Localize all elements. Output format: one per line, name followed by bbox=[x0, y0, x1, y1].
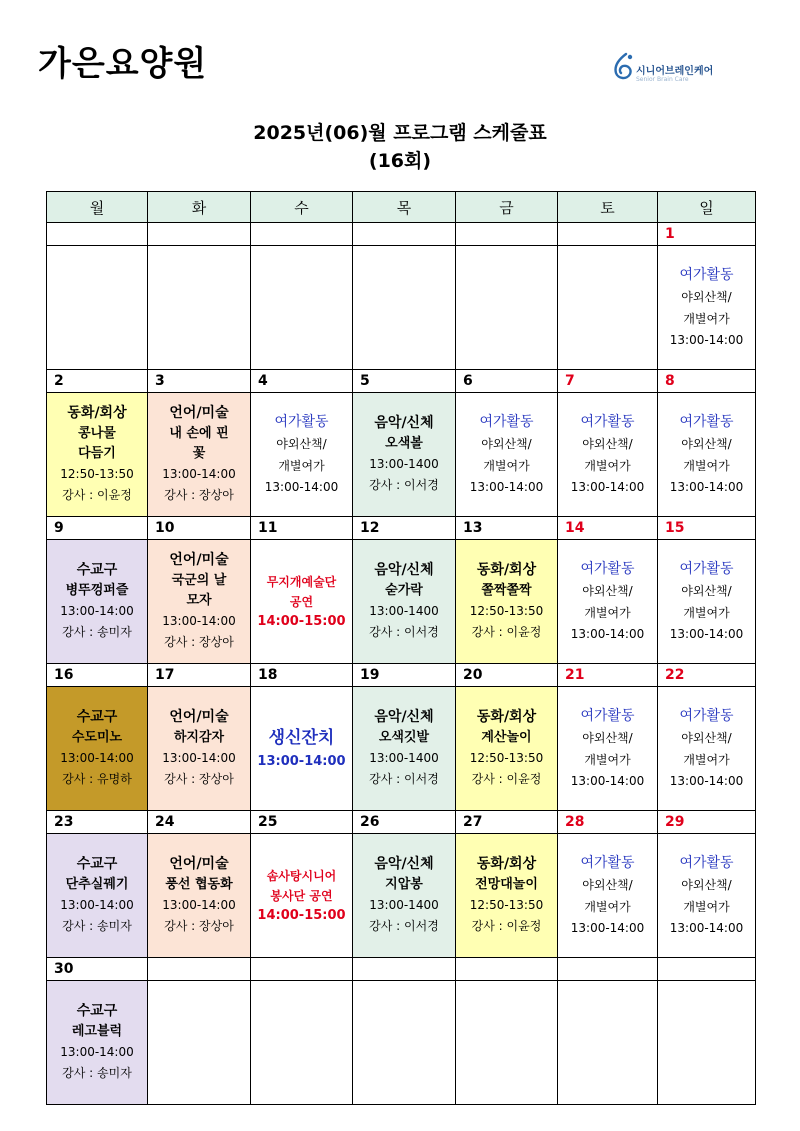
activity-category: 동화/회상 bbox=[476, 709, 537, 725]
activity-cell bbox=[558, 246, 658, 370]
activity-cell bbox=[353, 540, 456, 664]
activity-cell bbox=[456, 834, 558, 958]
date-number bbox=[658, 958, 756, 981]
activity-time: 13:00-14:00 bbox=[570, 774, 645, 788]
instructor: 강사 : 송미자 bbox=[62, 625, 132, 639]
activity-time: 13:00-14:00 bbox=[162, 467, 236, 481]
activity-title: 야외산책/ bbox=[276, 437, 327, 451]
date-number: 26 bbox=[353, 811, 456, 834]
activity-cell bbox=[251, 246, 353, 370]
activity-cell bbox=[658, 393, 756, 517]
activity-title: 야외산책/ bbox=[681, 731, 732, 745]
date-number bbox=[148, 223, 251, 246]
logo-subtext: Senior Brain Care bbox=[636, 76, 689, 83]
activity-category: 수교구 bbox=[76, 1003, 118, 1019]
activity-cell bbox=[456, 246, 558, 370]
instructor: 강사 : 이서경 bbox=[369, 625, 439, 639]
instructor: 강사 : 장상아 bbox=[164, 919, 234, 933]
session-count: (16회) bbox=[368, 150, 432, 172]
activity-category: 동화/회상 bbox=[476, 562, 537, 578]
instructor: 강사 : 송미자 bbox=[62, 1066, 132, 1080]
activity-title: 하지감자 bbox=[173, 730, 225, 745]
activity-title-line2: 개별여가 bbox=[278, 459, 325, 473]
weekday-header: 토 bbox=[558, 192, 658, 223]
date-number bbox=[558, 958, 658, 981]
schedule-title: 2025년(06)월 프로그램 스케줄표 bbox=[253, 122, 547, 144]
activity-cell bbox=[47, 246, 148, 370]
instructor: 강사 : 이윤정 bbox=[471, 919, 542, 933]
activity-title: 야외산책/ bbox=[681, 878, 732, 892]
activity-title: 야외산책/ bbox=[582, 437, 633, 451]
event-time: 14:00-15:00 bbox=[257, 907, 346, 923]
activity-cell bbox=[658, 981, 756, 1105]
date-number: 7 bbox=[558, 370, 658, 393]
activity-title: 레고블럭 bbox=[71, 1024, 123, 1039]
activity-category: 여가활동 bbox=[679, 855, 734, 871]
activity-time: 13:00-1400 bbox=[369, 457, 439, 471]
activity-time: 13:00-14:00 bbox=[570, 921, 645, 935]
activity-title: 오색깃발 bbox=[378, 730, 430, 745]
instructor: 강사 : 이윤정 bbox=[62, 488, 132, 502]
activity-cell bbox=[353, 687, 456, 811]
activity-category: 음악/신체 bbox=[374, 856, 434, 872]
activity-cell bbox=[148, 246, 251, 370]
activity-cell bbox=[47, 981, 148, 1105]
activity-cell bbox=[558, 834, 658, 958]
activity-title-line2: 개별여가 bbox=[683, 312, 730, 326]
activity-cell bbox=[658, 540, 756, 664]
activity-category: 여가활동 bbox=[580, 855, 635, 871]
activity-cell bbox=[148, 687, 251, 811]
activity-cell bbox=[558, 981, 658, 1105]
date-number bbox=[456, 958, 558, 981]
activity-category: 음악/신체 bbox=[374, 709, 434, 725]
date-number: 29 bbox=[658, 811, 756, 834]
activity-title: 계산놀이 bbox=[481, 730, 532, 745]
activity-category: 음악/신체 bbox=[374, 415, 434, 431]
date-number: 28 bbox=[558, 811, 658, 834]
activity-category: 수교구 bbox=[76, 562, 118, 578]
activity-category: 언어/미술 bbox=[169, 709, 229, 725]
activity-cell bbox=[658, 246, 756, 370]
date-number: 27 bbox=[456, 811, 558, 834]
activity-title: 콩나물 bbox=[78, 426, 116, 441]
activity-title: 숟가락 bbox=[385, 583, 423, 598]
activity-cell bbox=[148, 540, 251, 664]
activity-cell bbox=[558, 687, 658, 811]
activity-time: 13:00-14:00 bbox=[162, 898, 236, 912]
activity-time: 13:00-1400 bbox=[369, 604, 439, 618]
activity-cell bbox=[353, 981, 456, 1105]
activity-time: 13:00-14:00 bbox=[669, 627, 744, 641]
activity-title-line2: 개별여가 bbox=[483, 459, 530, 473]
activity-title: 단추실꿰기 bbox=[65, 877, 129, 892]
date-number bbox=[251, 223, 353, 246]
activity-title-line2: 개별여가 bbox=[683, 606, 730, 620]
activity-time: 12:50-13:50 bbox=[469, 604, 544, 618]
activity-title: 풍선 협동화 bbox=[165, 877, 233, 892]
weekday-header: 일 bbox=[658, 192, 756, 223]
instructor: 강사 : 유명하 bbox=[62, 772, 132, 786]
weekday-header: 화 bbox=[148, 192, 251, 223]
activity-category: 동화/회상 bbox=[476, 856, 537, 872]
date-number: 9 bbox=[47, 517, 148, 540]
weekday-header: 수 bbox=[251, 192, 353, 223]
instructor: 강사 : 장상아 bbox=[164, 635, 234, 649]
activity-title: 야외산책/ bbox=[582, 731, 633, 745]
activity-cell bbox=[251, 687, 353, 811]
activity-title: 쫄짝쫄짝 bbox=[481, 583, 532, 598]
event-time: 13:00-14:00 bbox=[257, 753, 346, 769]
activity-time: 12:50-13:50 bbox=[469, 898, 544, 912]
activity-time: 13:00-14:00 bbox=[264, 480, 339, 494]
activity-title-line2: 다듬기 bbox=[78, 446, 116, 461]
activity-time: 13:00-14:00 bbox=[669, 480, 744, 494]
event-title: 무지개예술단 bbox=[266, 574, 337, 589]
activity-title-line2: 꽃 bbox=[192, 446, 206, 461]
activity-row bbox=[47, 834, 756, 958]
activity-title: 지압봉 bbox=[385, 877, 423, 892]
activity-time: 13:00-14:00 bbox=[570, 480, 645, 494]
date-row bbox=[47, 664, 756, 687]
activity-cell bbox=[148, 981, 251, 1105]
date-number: 30 bbox=[47, 958, 148, 981]
date-number: 14 bbox=[558, 517, 658, 540]
activity-cell bbox=[47, 393, 148, 517]
event-title-line2: 공연 bbox=[289, 594, 314, 609]
activity-title: 야외산책/ bbox=[681, 437, 732, 451]
activity-title-line2: 개별여가 bbox=[683, 459, 730, 473]
activity-time: 13:00-1400 bbox=[369, 751, 439, 765]
activity-title: 수도미노 bbox=[71, 730, 123, 745]
activity-time: 13:00-14:00 bbox=[669, 333, 744, 347]
date-number: 3 bbox=[148, 370, 251, 393]
activity-cell bbox=[47, 687, 148, 811]
activity-cell bbox=[47, 540, 148, 664]
date-number: 6 bbox=[456, 370, 558, 393]
activity-title: 전망대놀이 bbox=[475, 877, 538, 892]
date-number: 2 bbox=[47, 370, 148, 393]
calendar-table bbox=[46, 191, 756, 1105]
activity-cell bbox=[456, 981, 558, 1105]
activity-title-line2: 모자 bbox=[186, 593, 212, 608]
date-number: 13 bbox=[456, 517, 558, 540]
activity-row bbox=[47, 540, 756, 664]
date-row bbox=[47, 958, 756, 981]
activity-time: 13:00-1400 bbox=[369, 898, 439, 912]
activity-cell bbox=[251, 981, 353, 1105]
date-number: 15 bbox=[658, 517, 756, 540]
date-number: 25 bbox=[251, 811, 353, 834]
activity-title: 병뚜껑퍼즐 bbox=[65, 583, 129, 598]
date-row bbox=[47, 517, 756, 540]
activity-category: 여가활동 bbox=[580, 414, 635, 430]
logo-text: 시니어브레인케어 bbox=[636, 66, 714, 77]
activity-cell bbox=[148, 834, 251, 958]
instructor: 강사 : 장상아 bbox=[164, 772, 234, 786]
activity-category: 수교구 bbox=[76, 856, 118, 872]
activity-category: 여가활동 bbox=[479, 414, 534, 430]
activity-row bbox=[47, 246, 756, 370]
activity-category: 여가활동 bbox=[580, 561, 635, 577]
activity-title: 내 손에 핀 bbox=[169, 426, 229, 441]
activity-title: 오색볼 bbox=[385, 436, 423, 451]
activity-cell bbox=[456, 687, 558, 811]
event-title: 솜사탕시니어 bbox=[266, 868, 337, 883]
activity-cell bbox=[558, 540, 658, 664]
date-number: 20 bbox=[456, 664, 558, 687]
activity-cell bbox=[456, 393, 558, 517]
date-number: 23 bbox=[47, 811, 148, 834]
activity-cell bbox=[251, 834, 353, 958]
weekday-header: 금 bbox=[456, 192, 558, 223]
activity-title-line2: 개별여가 bbox=[584, 459, 631, 473]
activity-time: 13:00-14:00 bbox=[469, 480, 544, 494]
activity-title: 야외산책/ bbox=[681, 290, 732, 304]
activity-cell bbox=[251, 540, 353, 664]
date-number: 10 bbox=[148, 517, 251, 540]
activity-cell bbox=[558, 393, 658, 517]
date-number: 22 bbox=[658, 664, 756, 687]
activity-time: 13:00-14:00 bbox=[60, 604, 134, 618]
activity-title: 야외산책/ bbox=[481, 437, 532, 451]
activity-cell bbox=[658, 834, 756, 958]
instructor: 강사 : 이윤정 bbox=[471, 772, 542, 786]
activity-category: 여가활동 bbox=[274, 414, 329, 430]
activity-time: 12:50-13:50 bbox=[469, 751, 544, 765]
date-number: 12 bbox=[353, 517, 456, 540]
date-number: 19 bbox=[353, 664, 456, 687]
activity-cell bbox=[353, 393, 456, 517]
date-number: 4 bbox=[251, 370, 353, 393]
instructor: 강사 : 이윤정 bbox=[471, 625, 542, 639]
activity-cell bbox=[251, 393, 353, 517]
activity-cell bbox=[47, 834, 148, 958]
event-time: 14:00-15:00 bbox=[257, 613, 346, 629]
activity-cell bbox=[353, 246, 456, 370]
activity-title-line2: 개별여가 bbox=[683, 753, 730, 767]
activity-time: 12:50-13:50 bbox=[60, 467, 134, 481]
activity-title-line2: 개별여가 bbox=[584, 753, 631, 767]
date-row bbox=[47, 223, 756, 246]
activity-category: 언어/미술 bbox=[169, 552, 229, 568]
activity-time: 13:00-14:00 bbox=[669, 921, 744, 935]
activity-category: 여가활동 bbox=[679, 267, 734, 283]
logo-icon bbox=[612, 52, 636, 82]
activity-title: 야외산책/ bbox=[582, 584, 633, 598]
activity-title: 야외산책/ bbox=[681, 584, 732, 598]
activity-time: 13:00-14:00 bbox=[669, 774, 744, 788]
date-number bbox=[456, 223, 558, 246]
activity-time: 13:00-14:00 bbox=[570, 627, 645, 641]
date-number: 1 bbox=[658, 223, 756, 246]
activity-category: 언어/미술 bbox=[169, 405, 229, 421]
activity-category: 여가활동 bbox=[580, 708, 635, 724]
activity-row bbox=[47, 981, 756, 1105]
event-title: 생신잔치 bbox=[268, 727, 335, 748]
weekday-header: 월 bbox=[47, 192, 148, 223]
activity-time: 13:00-14:00 bbox=[60, 1045, 134, 1059]
brand-logo bbox=[612, 52, 762, 86]
instructor: 강사 : 이서경 bbox=[369, 478, 439, 492]
date-number: 18 bbox=[251, 664, 353, 687]
date-number: 24 bbox=[148, 811, 251, 834]
date-number bbox=[47, 223, 148, 246]
activity-category: 여가활동 bbox=[679, 414, 734, 430]
date-number bbox=[251, 958, 353, 981]
weekday-header: 목 bbox=[353, 192, 456, 223]
activity-category: 동화/회상 bbox=[67, 405, 127, 421]
activity-cell bbox=[353, 834, 456, 958]
activity-cell bbox=[148, 393, 251, 517]
activity-title: 국군의 날 bbox=[171, 573, 227, 588]
date-row bbox=[47, 811, 756, 834]
activity-category: 여가활동 bbox=[679, 708, 734, 724]
date-number: 17 bbox=[148, 664, 251, 687]
activity-time: 13:00-14:00 bbox=[162, 751, 236, 765]
date-number: 8 bbox=[658, 370, 756, 393]
weekday-header-row bbox=[47, 192, 756, 223]
activity-time: 13:00-14:00 bbox=[162, 614, 236, 628]
date-number: 11 bbox=[251, 517, 353, 540]
activity-row bbox=[47, 687, 756, 811]
date-number bbox=[148, 958, 251, 981]
date-number bbox=[353, 223, 456, 246]
activity-title-line2: 개별여가 bbox=[584, 900, 631, 914]
instructor: 강사 : 이서경 bbox=[369, 919, 439, 933]
date-row bbox=[47, 370, 756, 393]
activity-time: 13:00-14:00 bbox=[60, 898, 134, 912]
instructor: 강사 : 송미자 bbox=[62, 919, 132, 933]
activity-title-line2: 개별여가 bbox=[683, 900, 730, 914]
instructor: 강사 : 이서경 bbox=[369, 772, 439, 786]
activity-category: 수교구 bbox=[76, 709, 118, 725]
activity-time: 13:00-14:00 bbox=[60, 751, 134, 765]
activity-cell bbox=[456, 540, 558, 664]
date-number bbox=[558, 223, 658, 246]
date-number: 21 bbox=[558, 664, 658, 687]
activity-title: 야외산책/ bbox=[582, 878, 633, 892]
activity-cell bbox=[658, 687, 756, 811]
date-number bbox=[353, 958, 456, 981]
date-number: 16 bbox=[47, 664, 148, 687]
organization-name: 가은요양원 bbox=[38, 44, 208, 84]
event-title-line2: 봉사단 공연 bbox=[270, 888, 333, 903]
instructor: 강사 : 장상아 bbox=[164, 488, 234, 502]
activity-row bbox=[47, 393, 756, 517]
activity-category: 여가활동 bbox=[679, 561, 734, 577]
date-number: 5 bbox=[353, 370, 456, 393]
activity-title-line2: 개별여가 bbox=[584, 606, 631, 620]
activity-category: 언어/미술 bbox=[169, 856, 229, 872]
activity-category: 음악/신체 bbox=[374, 562, 434, 578]
